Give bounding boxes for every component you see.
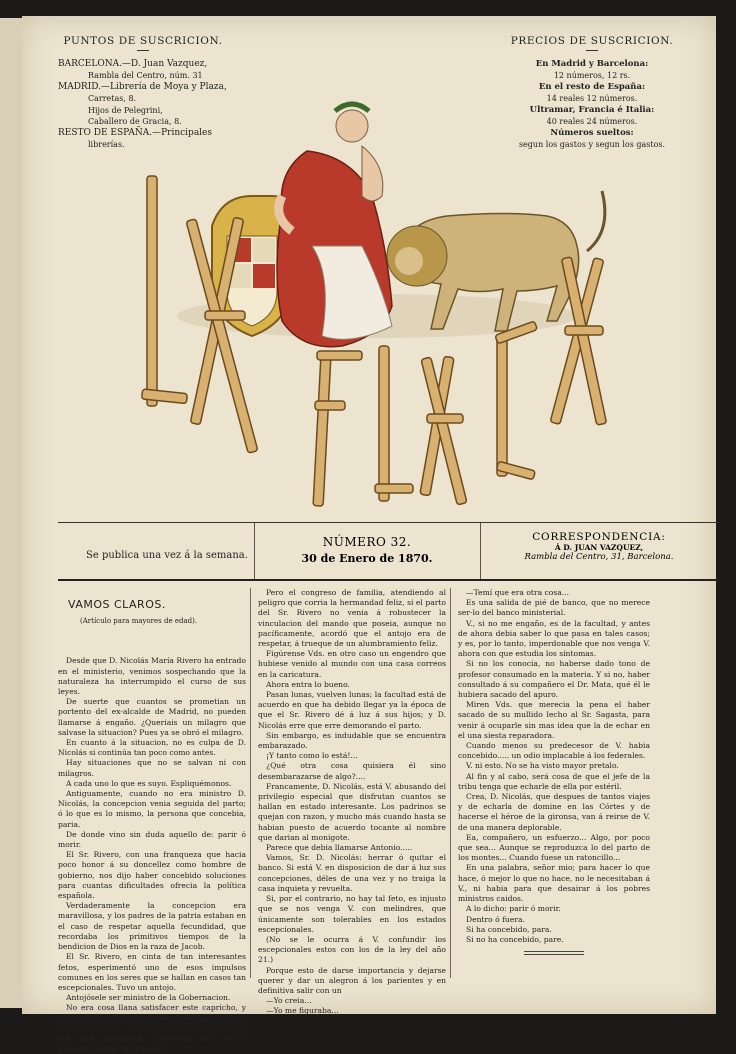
paragraph: A cada uno lo que es suyo. Espliquémonos.	[66, 778, 232, 788]
paragraph: Pero el congreso de familia, atendiendo al peligro que corria la hermandad feliz, si el parto del Sr. Rivero no venia á robustecer la vinculacion del mando que poseia, aunque no pacíficamente, acordó que el antojo era de respetar, á trueque de un alumbramiento feliz.	[258, 588, 446, 649]
paragraph: —Yo creia...	[266, 996, 312, 1006]
issue-number: NÚMERO 32.	[322, 535, 412, 549]
paragraph: Miren Vds. que merecia la pena el haber sacado de su mullido lecho al Sr. Sagasta, para venir á ocuparle sin mas idea que la de echar en el una siesta reparadora.	[458, 700, 650, 740]
paragraph: ¡Y tanto como lo está!...	[266, 751, 358, 761]
subscription-line: librerías.	[88, 140, 125, 149]
paragraph: En cuanto á la situacion, no es culpa de D. Nicolás si continúa tan poco como antes.	[58, 738, 246, 758]
paragraph: No era cosa llana satisfacer este capricho, y hasta el Sr. Sagasta, invadiendo el terreno de la facultad médica, sostuvo que eso de los antojos era una paparrucha inventada por varias mujeres amigas de golerías.	[58, 1003, 246, 1054]
paragraph: El Sr. Rivero, en cinta de tan interesantes fetos, esperimentó uno de esos impulsos comunes en los seres que se hallan en casos tan escepcionales. Tuvo un antojo.	[58, 952, 246, 992]
paragraph: —Yo me figuraba...	[266, 1006, 339, 1016]
price-region: En Madrid y Barcelona:	[535, 58, 649, 69]
paragraph: De suerte que cuantos se prometian un portento del ex-alcalde de Madrid, no pueden llamarse á engaño. ¿Queriais un milagro que salvase la situacion? Pues ya se obró el milagro.	[58, 697, 246, 737]
paragraph: Es una salida de pié de banco, que no merece ser-lo del banco ministerial.	[458, 598, 650, 618]
article-column-2	[258, 588, 446, 1017]
paragraph: Cuando menos su predecesor de V. habia concebido..... un odio implacable á los federales.	[458, 741, 650, 761]
subscription-line: RESTO DE ESPAÑA.—Principales	[58, 127, 213, 138]
price-value: segun los gastos y segun los gastos.	[518, 140, 666, 149]
issue-info-strip	[58, 522, 718, 581]
newspaper-page	[22, 16, 716, 1054]
paragraph: Ea, compañero, un esfuerzo... Algo, por poco que sea... Aunque se reproduzca lo del parto de los montes... Cuando fuese un ratoncillo...	[458, 832, 650, 863]
paragraph: Si ha concebido, para.	[466, 924, 552, 934]
column-divider	[250, 588, 251, 978]
issue-date: 30 de Enero de 1870.	[301, 552, 433, 565]
subscription-line: Carretas, 8.	[88, 94, 137, 103]
paragraph: A lo dicho: parir ó morir.	[466, 904, 561, 914]
paragraph: Si no los conocia, no haberse dado tono de profesor consumado en la materia. Y si no, haber consultado á su compañero el Dr. Mata, qué él le hubiera sacado del apuro.	[458, 659, 650, 700]
paragraph: Dentro ó fuera.	[466, 914, 525, 924]
paragraph: Antojósele ser ministro de la Gobernacion.	[66, 993, 231, 1003]
paragraph: Desde que D. Nicolás María Rivero ha entrado en el ministerio, venimos sospechando que la naturaleza ha interrumpido el curso de sus leyes.	[58, 656, 246, 697]
price-region: En el resto de España:	[538, 81, 646, 92]
price-region: Números sueltos:	[550, 127, 634, 138]
subscription-line: MADRID.—Librería de Moya y Plaza,	[58, 81, 227, 92]
paragraph: Ahora entra lo bueno.	[266, 679, 350, 689]
paragraph: En una palabra, señor mio; para hacer lo que hace, ó mejor lo que no hace, no le necesitaban á V., ni habia para que desairar á los pobres ministros caidos.	[458, 863, 650, 904]
masthead-illustration	[117, 66, 637, 516]
price-region: Ultramar, Francia é Italia:	[529, 104, 655, 115]
end-ornament	[524, 951, 584, 955]
paragraph: (No se le ocurra á V. confundir los escepcionales estos con los de la ley del año 21.)	[258, 934, 446, 965]
allegorical-figure-icon	[277, 104, 392, 347]
paragraph: Hay situaciones que no se salvan ni con milagros.	[58, 758, 246, 778]
subscription-line: BARCELONA.—D. Juan Vazquez,	[58, 58, 208, 69]
publication-frequency: Se publica una vez á la semana.	[86, 550, 248, 561]
correspondence-title: CORRESPONDENCIA:	[532, 531, 666, 543]
correspondence-address: Rambla del Centro, 31, Barcelona.	[524, 552, 674, 562]
paragraph: Crea, D. Nicolás, que despues de tantos viajes y de echarla de domine en las Córtes y de hacerse el héroe de la gironsa, van á reirse de V. de una manera deplorable.	[458, 792, 650, 832]
subscription-line: Hijos de Pelegrini,	[88, 105, 163, 115]
paragraph: V., si no me engaño, es de la facultad, y antes de ahora debia saber lo que pasa en tales casos; y es, por lo tanto, imperdonable que nos venga V. ahora con que estudia los síntomas.	[458, 618, 650, 659]
article-title: VAMOS CLAROS.	[68, 598, 166, 611]
paragraph: Al fin y al cabo, será cosa de que el jefe de la tribu tenga que echarle de ella por estéril.	[458, 771, 650, 791]
paragraph: Francamente, D. Nicolás, está V. abusando del privilegio especial que disfrutan cuantos se hallan en estado interesante. Los padrinos se quejan con razon, y mucho más cuando hasta se habian puesto de acuerdo tocante al nombre que darian al monigote.	[258, 781, 446, 842]
paragraph: Porque esto de darse importancia y dejarse querer y dar un alegron á los parientes y en definitiva salir con un	[258, 965, 446, 995]
paragraph: El Sr. Rivero, con una franqueza que hacia poco honor á su doncellez como hombre de gobierno, nos dijo haber concebido soluciones para cuantas dificultades ofrecia la política española.	[58, 850, 246, 901]
article-column-1	[58, 588, 246, 1054]
article-subtitle: (Artículo para mayores de edad).	[80, 617, 198, 626]
paragraph: Parece que debia llamarse Antonio.....	[266, 843, 413, 853]
column-divider	[450, 588, 451, 978]
paragraph: Sin embargo, es indudable que se encuentra embarazado.	[258, 730, 446, 751]
paragraph: Si no ha concebido, pare.	[466, 934, 564, 944]
paragraph: Vamos, Sr. D. Nicolás: herrar ó quitar el banco. Si está V. en disposicion de dar á luz sus concepciones, déles de una vez y no traiga la casa inquieta y revuelta.	[258, 853, 446, 893]
subscription-line: Rambla del Centro, núm. 31	[88, 71, 203, 80]
article-column-3	[458, 588, 650, 955]
price-value: 12 números, 12 rs.	[553, 71, 631, 80]
paragraph: Si, por el contrario, no hay tal feto, es injusto que se nos venga V. con melindres, que únicamente son tolerables en los estados escepcionales.	[258, 894, 446, 934]
paragraph: Antiguamente, cuando no era ministro D. Nicolás, la concepcion venia seguida del parto; ó lo que es lo mismo, la persona que concebia, paria.	[58, 789, 246, 829]
subscription-points-title: PUNTOS DE SUSCRICION.	[63, 35, 223, 47]
paragraph: —Temí que era otra cosa...	[466, 588, 570, 597]
subscription-line: Caballero de Gracia, 8.	[88, 117, 182, 126]
paragraph: De donde vino sin duda aquello de: parir ó morir.	[58, 829, 246, 850]
price-value: 40 reales 24 números.	[546, 117, 638, 126]
subscription-prices-title: PRECIOS DE SUSCRICION.	[510, 35, 674, 47]
correspondence-name: Á D. JUAN VAZQUEZ,	[554, 543, 644, 552]
paragraph: Verdaderamente la concepcion era maravillosa, y los padres de la patria estaban en el caso de respetar aquella fecundidad, que recordaba los primitivos tiempos de la bendicion de Dios en la raza de Jacob.	[58, 901, 246, 952]
paragraph: Pasan lunas, vuelven lunas; la facultad está de acuerdo en que ha debido llegar ya la época de que el Sr. Rivero dé á luz á sus hijos; y D. Nicolás erre que erre demorando el parto.	[258, 690, 446, 730]
adjacent-page-edge	[0, 18, 23, 1008]
price-value: 14 reales 12 números.	[546, 94, 638, 103]
paragraph: ¿Qué otra cosa quisiera él sino desembarazarse de algo?....	[258, 761, 446, 781]
paragraph: V. ni esto. No se ha visto mayor pretalo.	[466, 761, 619, 771]
paragraph: Figúrense Vds. en otro caso un engendro que hubiese venido al mundo con una casa correos en la caricatura.	[258, 649, 446, 679]
